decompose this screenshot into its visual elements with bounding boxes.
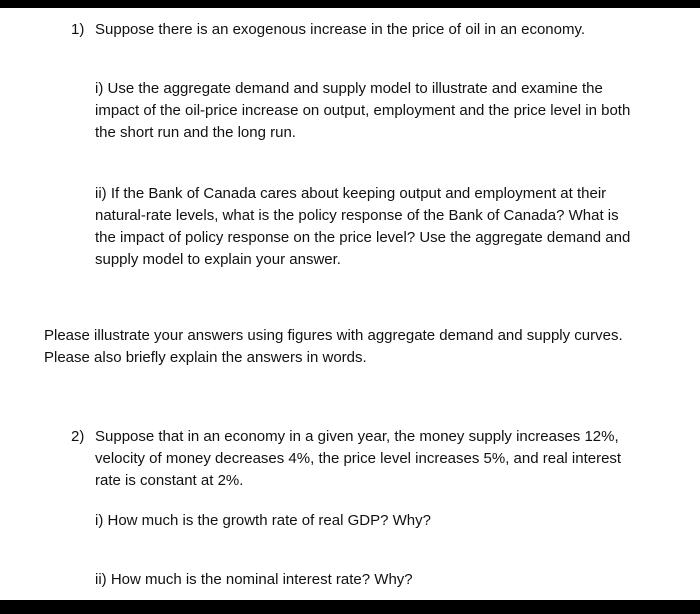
question-1-part-i-line: impact of the oil-price increase on output, employment and the price level in both — [95, 102, 631, 119]
question-2-stem-line: Suppose that in an economy in a given year, the money supply increases 12%, — [95, 428, 619, 445]
question-2-part-i: i) How much is the growth rate of real GDP? Why? — [95, 512, 431, 529]
instructions-line: Please also briefly explain the answers in words. — [44, 349, 367, 366]
question-2-part-ii: ii) How much is the nominal interest rate? Why? — [95, 571, 413, 588]
question-2-number: 2) — [71, 428, 85, 445]
question-2-stem-line: rate is constant at 2%. — [95, 472, 244, 489]
question-1-part-i-line: i) Use the aggregate demand and supply model to illustrate and examine the — [95, 80, 603, 97]
question-1-part-ii-line: natural-rate levels, what is the policy response of the Bank of Canada? What is — [95, 207, 619, 224]
question-1-number: 1) — [71, 21, 85, 38]
question-1-part-ii-line: the impact of policy response on the price level? Use the aggregate demand and — [95, 229, 631, 246]
question-1-part-i-line: the short run and the long run. — [95, 124, 296, 141]
question-1-part-ii-line: ii) If the Bank of Canada cares about keeping output and employment at their — [95, 185, 607, 202]
question-1-part-ii-line: supply model to explain your answer. — [95, 251, 341, 268]
document-page — [0, 8, 700, 600]
question-1-stem: Suppose there is an exogenous increase in the price of oil in an economy. — [95, 21, 586, 38]
instructions-line: Please illustrate your answers using figures with aggregate demand and supply curves. — [44, 327, 623, 344]
question-2-stem-line: velocity of money decreases 4%, the price level increases 5%, and real interest — [95, 450, 622, 467]
